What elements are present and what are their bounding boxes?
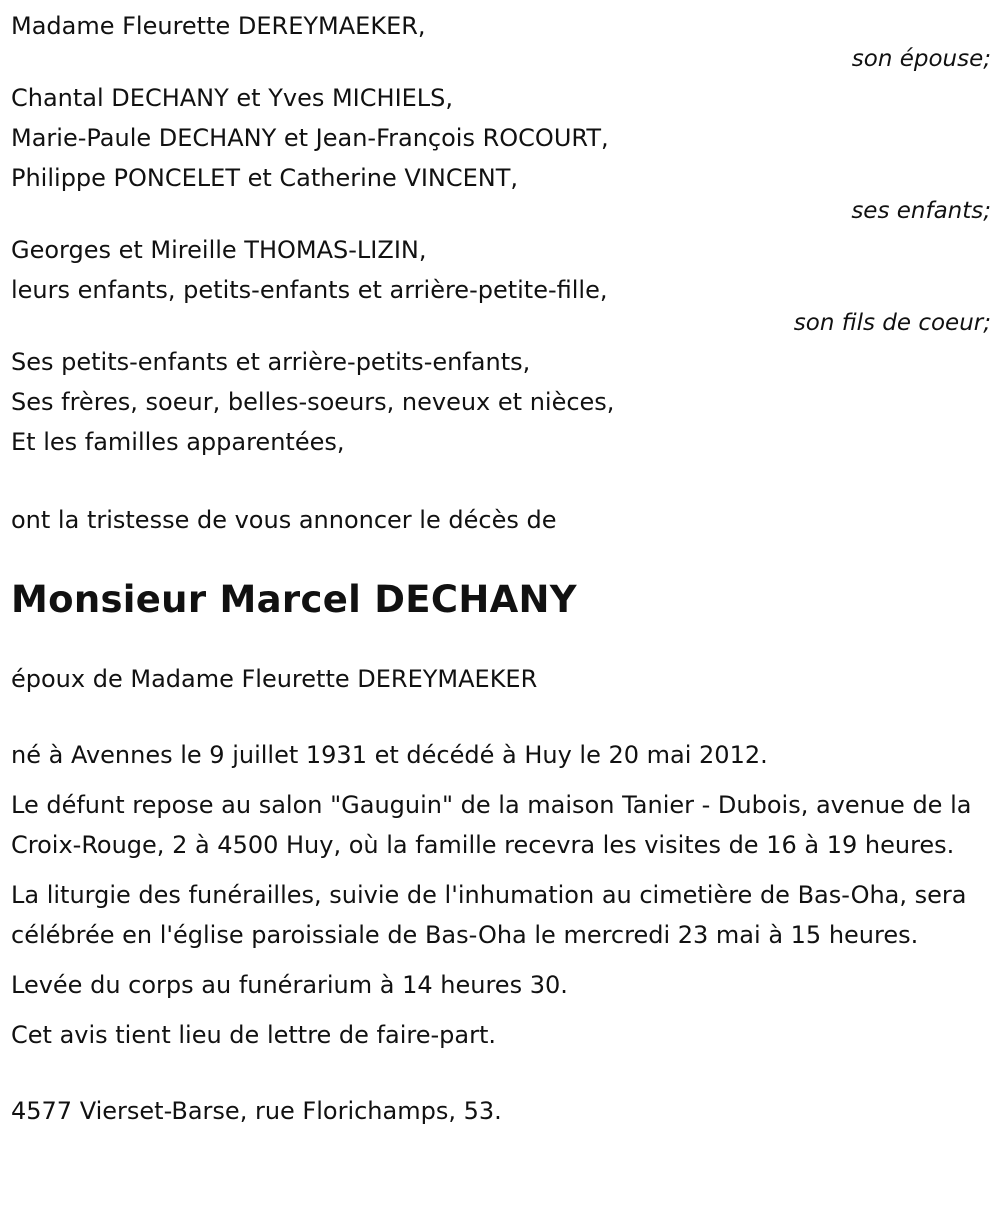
obituary-notice xyxy=(11,6,991,1131)
relatives-line: Ses petits-enfants et arrière-petits-enfants, xyxy=(11,348,531,376)
heart-son-role: son fils de coeur; xyxy=(793,310,991,336)
wake-paragraph: Le défunt repose au salon "Gauguin" de la maison Tanier - Dubois, avenue de la Croix-Rouge, 2 à 4500 Huy, où la famille recevra les visites de 16 à 19 heures. xyxy=(11,791,972,859)
children-line: Chantal DECHANY et Yves MICHIELS, xyxy=(11,84,454,112)
announcement-text: ont la tristesse de vous annoncer le décès de xyxy=(11,506,557,534)
children-line: Philippe PONCELET et Catherine VINCENT, xyxy=(11,164,519,192)
spouse-group xyxy=(11,6,991,76)
spouse-line: Madame Fleurette DEREYMAEKER, xyxy=(11,12,426,40)
relatives-group xyxy=(11,342,991,462)
spouse-of-text: époux de Madame Fleurette DEREYMAEKER xyxy=(11,665,538,693)
relatives-line: Et les familles apparentées, xyxy=(11,428,345,456)
funeral-paragraph: La liturgie des funérailles, suivie de l'inhumation au cimetière de Bas-Oha, sera célébrée en l'église paroissiale de Bas-Oha le mercredi 23 mai à 15 heures. xyxy=(11,881,967,949)
family-address: 4577 Vierset-Barse, rue Florichamps, 53. xyxy=(11,1097,502,1125)
heart-son-line: Georges et Mireille THOMAS-LIZIN, xyxy=(11,236,427,264)
heart-son-line: leurs enfants, petits-enfants et arrière-petite-fille, xyxy=(11,276,608,304)
children-line: Marie-Paule DECHANY et Jean-François ROCOURT, xyxy=(11,124,609,152)
deceased-name: Monsieur Marcel DECHANY xyxy=(11,578,577,621)
children-role: ses enfants; xyxy=(851,198,991,224)
heart-son-group xyxy=(11,230,991,340)
birth-death-text: né à Avennes le 9 juillet 1931 et décédé à Huy le 20 mai 2012. xyxy=(11,741,768,769)
relatives-line: Ses frères, soeur, belles-soeurs, neveux et nièces, xyxy=(11,388,615,416)
notice-paragraph: Cet avis tient lieu de lettre de faire-part. xyxy=(11,1021,496,1049)
spouse-role: son épouse; xyxy=(851,46,991,72)
children-group xyxy=(11,78,991,228)
procession-paragraph: Levée du corps au funérarium à 14 heures 30. xyxy=(11,971,568,999)
